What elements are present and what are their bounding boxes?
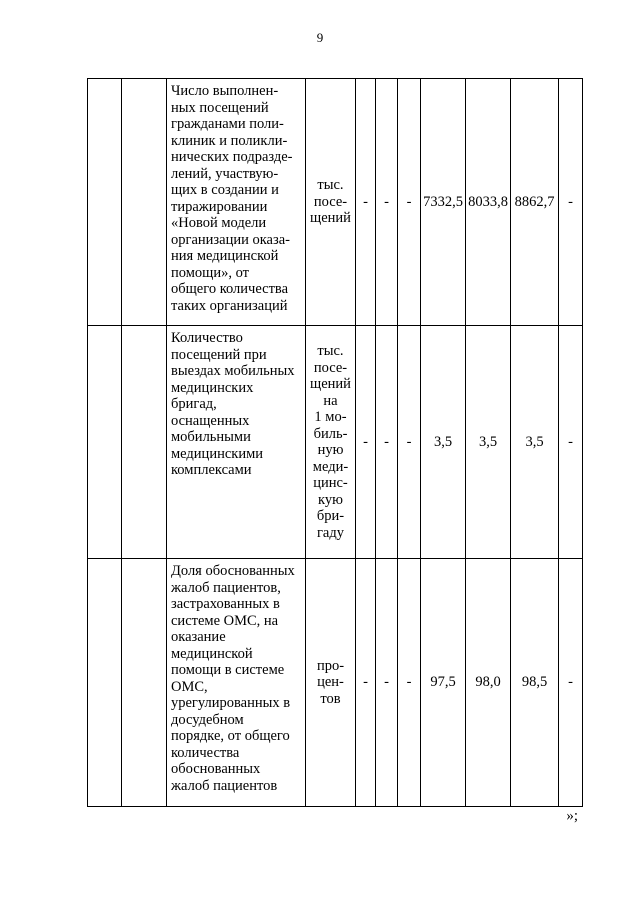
value-cell: - [559, 79, 583, 326]
indicators-table [87, 78, 583, 807]
value-cell: - [376, 559, 398, 807]
page-number: 9 [316, 30, 324, 45]
value-cell: - [376, 326, 398, 559]
value-cell: 98,0 [466, 559, 511, 807]
unit-cell: тыс. посе- щений [306, 79, 356, 326]
value-cell: 97,5 [421, 559, 466, 807]
value-cell: - [398, 559, 421, 807]
empty-cell [122, 559, 167, 807]
unit-cell: тыс. посе- щений на 1 мо- биль- ную меди- цинс- кую бри- гаду [306, 326, 356, 559]
table-row [88, 326, 583, 559]
empty-cell [88, 326, 122, 559]
unit-cell: про- цен- тов [306, 559, 356, 807]
value-cell: - [356, 326, 376, 559]
table-row [88, 559, 583, 807]
value-cell: 8033,8 [466, 79, 511, 326]
value-cell: 3,5 [421, 326, 466, 559]
empty-cell [122, 326, 167, 559]
empty-cell [88, 559, 122, 807]
value-cell: - [559, 559, 583, 807]
value-cell: 3,5 [511, 326, 559, 559]
value-cell: 98,5 [511, 559, 559, 807]
value-cell: - [398, 326, 421, 559]
value-cell: - [398, 79, 421, 326]
value-cell: - [356, 559, 376, 807]
value-cell: 3,5 [466, 326, 511, 559]
indicator-name: Количество посещений при выездах мобильных медицинских бригад, оснащенных мобильными медицинскими комплексами [167, 326, 306, 559]
value-cell: - [356, 79, 376, 326]
empty-cell [122, 79, 167, 326]
value-cell: - [559, 326, 583, 559]
closing-quote-mark: »; [566, 808, 578, 824]
value-cell: 7332,5 [421, 79, 466, 326]
table-row [88, 79, 583, 326]
indicator-name: Число выполнен- ных посещений гражданами поли- клиник и поликли- нических подразде- лений, участвую- щих в создании и тиражировании «Новой модели организации оказа- ния медицинской помощи», от общего количества таких организаций [167, 79, 306, 326]
value-cell: - [376, 79, 398, 326]
empty-cell [88, 79, 122, 326]
value-cell: 8862,7 [511, 79, 559, 326]
indicator-name: Доля обоснованных жалоб пациентов, застрахованных в системе ОМС, на оказание медицинской помощи в системе ОМС, урегулированных в досудебном порядке, от общего количества обоснованных жалоб пациентов [167, 559, 306, 807]
